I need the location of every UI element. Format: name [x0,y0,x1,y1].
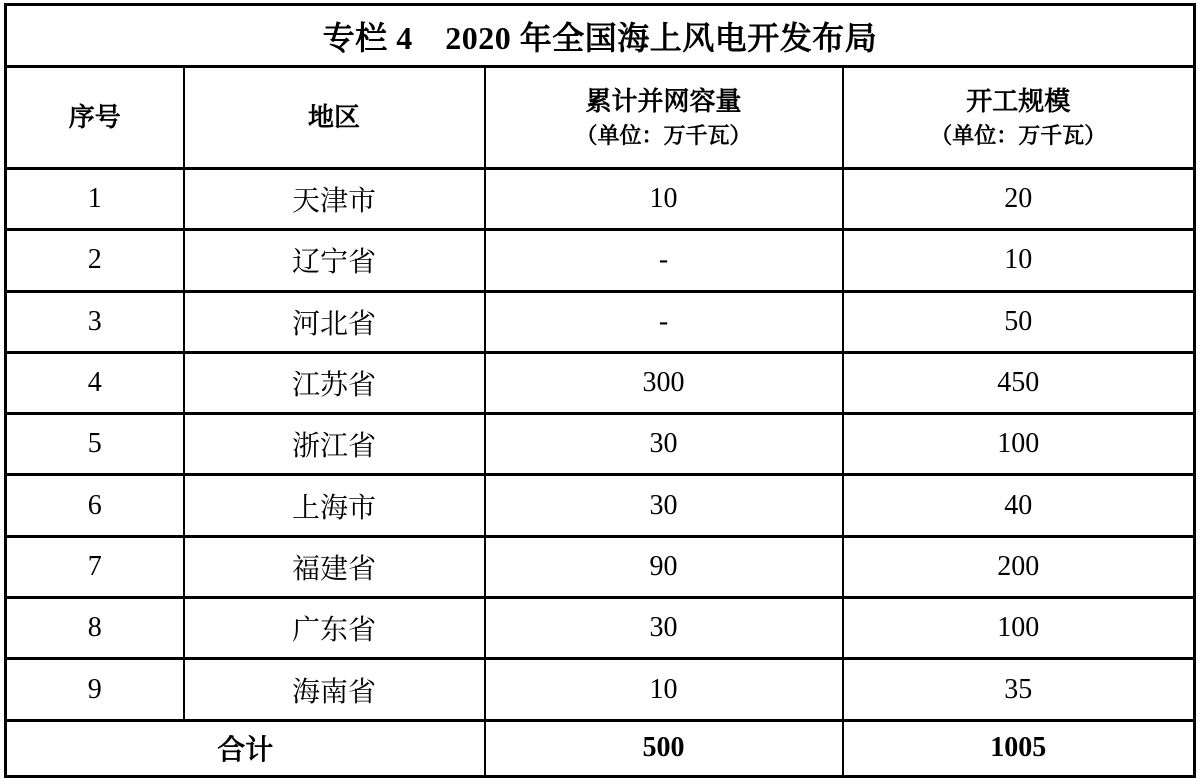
table-row [6,598,1195,659]
total-label: 合计 [6,720,485,776]
table-row [6,414,1195,475]
table-row [6,291,1195,352]
total-scale: 1005 [843,720,1195,776]
cell-index: 5 [6,414,184,475]
cell-scale: 100 [843,414,1195,475]
cell-scale: 40 [843,475,1195,536]
cell-scale: 100 [843,598,1195,659]
cell-index: 7 [6,536,184,597]
cell-index: 2 [6,230,184,291]
cell-region: 江苏省 [184,352,485,413]
cell-scale: 35 [843,659,1195,720]
cell-capacity: 30 [485,475,843,536]
cell-capacity: - [485,230,843,291]
cell-capacity: - [485,291,843,352]
cell-capacity: 300 [485,352,843,413]
table-row [6,536,1195,597]
cell-region: 天津市 [184,169,485,230]
cell-index: 8 [6,598,184,659]
cell-scale: 10 [843,230,1195,291]
column-header-capacity [485,67,843,169]
cell-index: 1 [6,169,184,230]
column-header-index: 序号 [6,67,184,169]
table-title: 专栏 4 2020 年全国海上风电开发布局 [6,5,1195,67]
table-row [6,352,1195,413]
cell-capacity: 30 [485,414,843,475]
table-row [6,230,1195,291]
table-row [6,475,1195,536]
column-header-capacity-label: 累计并网容量 [585,86,742,116]
column-header-region: 地区 [184,67,485,169]
cell-scale: 20 [843,169,1195,230]
table-row [6,659,1195,720]
total-capacity: 500 [485,720,843,776]
column-header-scale [843,67,1195,169]
cell-region: 辽宁省 [184,230,485,291]
table-title-row [6,5,1195,67]
cell-scale: 50 [843,291,1195,352]
cell-region: 海南省 [184,659,485,720]
cell-region: 河北省 [184,291,485,352]
cell-region: 广东省 [184,598,485,659]
cell-capacity: 90 [485,536,843,597]
column-header-scale-label: 开工规模 [966,86,1071,116]
cell-region: 福建省 [184,536,485,597]
cell-capacity: 30 [485,598,843,659]
cell-scale: 200 [843,536,1195,597]
cell-region: 上海市 [184,475,485,536]
cell-capacity: 10 [485,169,843,230]
column-header-scale-unit: （单位：万千瓦） [930,123,1107,149]
cell-index: 4 [6,352,184,413]
cell-region: 浙江省 [184,414,485,475]
cell-index: 3 [6,291,184,352]
cell-capacity: 10 [485,659,843,720]
offshore-wind-development-table [4,3,1196,778]
table-total-row [6,720,1195,776]
table-header-row [6,67,1195,169]
column-header-capacity-unit: （单位：万千瓦） [575,123,752,149]
cell-scale: 450 [843,352,1195,413]
cell-index: 6 [6,475,184,536]
cell-index: 9 [6,659,184,720]
table-row [6,169,1195,230]
